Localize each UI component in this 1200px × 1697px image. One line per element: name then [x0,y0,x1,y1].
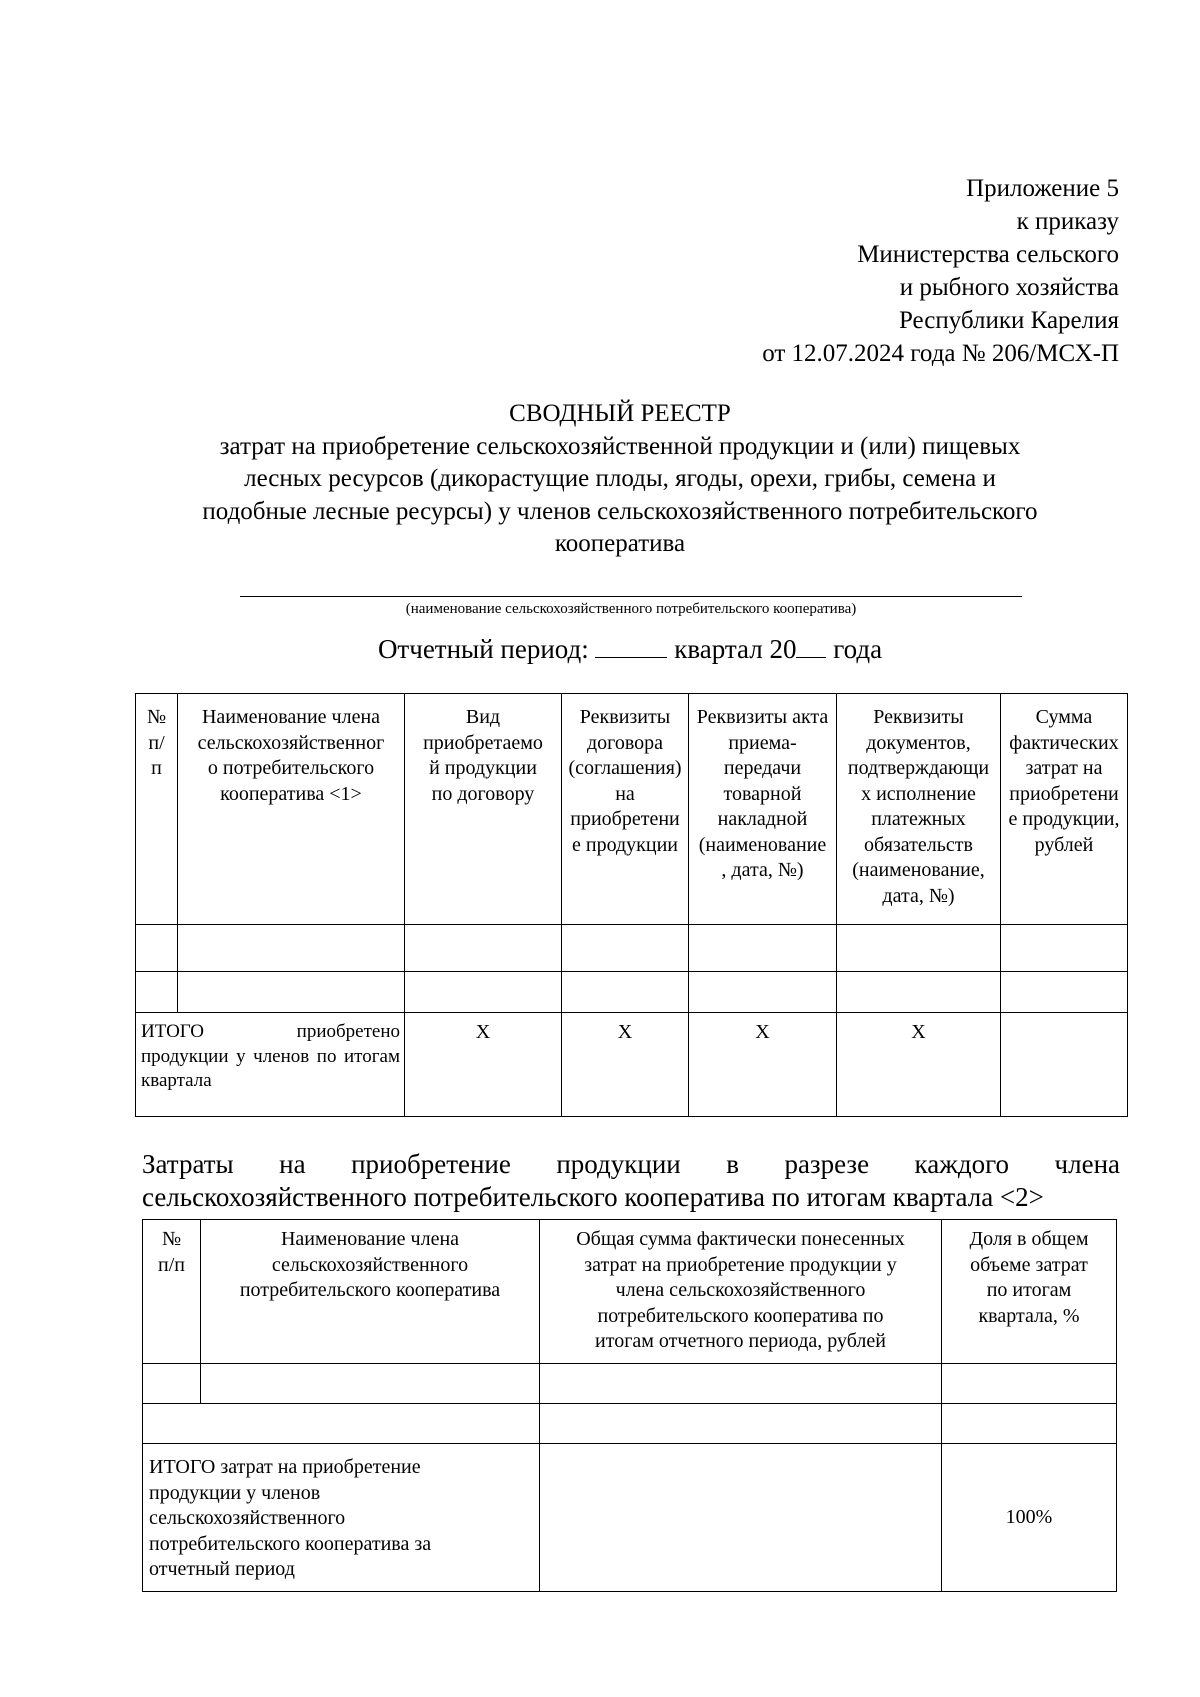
registry-table [135,693,1128,1117]
registry-total-row [136,1013,1128,1117]
table-cell [143,1404,540,1444]
title-subtitle-line: лесных ресурсов (дикорастущие плоды, ягоды, орехи, грибы, семена и [244,465,996,492]
section2-line: Затраты на приобретение продукции в разрезе каждого члена [142,1149,1120,1179]
section2-line: сельскохозяйственного потребительского кооператива по итогам квартала <2> [142,1182,1044,1212]
period-suffix: года [833,634,883,664]
table-cell [689,925,837,972]
table-cell [562,925,689,972]
total-percent: 100% [942,1444,1117,1592]
table-cell [1001,972,1128,1013]
header-actual-costs: Сумма фактических затрат на приобретени е продукции, рублей [1001,694,1128,925]
table-cell [540,1364,942,1404]
coop-name-blank-line [240,596,1022,597]
table-row [143,1364,1117,1404]
appendix-line: Министерства сельского [857,241,1119,268]
table-cell [136,972,178,1013]
table-row [136,925,1128,972]
title-subtitle-line: затрат на приобретение сельскохозяйственной продукции и (или) пищевых [219,432,1021,460]
header-total-costs: Общая сумма фактически понесенных затрат на приобретение продукции у члена сельскохозяйственного потребительского кооператива по итогам отчетного периода, рублей [540,1220,942,1364]
title-heading: СВОДНЫЙ РЕЕСТР [509,400,731,427]
table-cell [405,972,562,1013]
member-costs-table [142,1219,1117,1592]
period-prefix: Отчетный период: [377,634,589,664]
header-payment-documents: Реквизиты документов, подтверждающи х исполнение платежных обязательств (наименование, дата, №) [837,694,1001,925]
appendix-line: от 12.07.2024 года № 206/МСХ-П [762,340,1119,367]
header-contract-details: Реквизиты договора (соглашения) на приобретени е продукции [562,694,689,925]
total-mark: Х [405,1013,562,1117]
title-subtitle-line: подобные лесные ресурсы) у членов сельскохозяйственного потребительского [202,497,1038,525]
table-cell [942,1404,1117,1444]
table-cell [689,972,837,1013]
total-costs-sum-cell [540,1444,942,1592]
period-middle: квартал 20 [674,634,797,664]
appendix-line: к приказу [1016,208,1119,235]
appendix-header [762,172,1119,370]
document-title [130,398,1110,561]
table-cell [540,1404,942,1444]
table-cell [837,972,1001,1013]
table-cell [837,925,1001,972]
table-cell [178,925,405,972]
table-row [136,972,1128,1013]
header-member-name: Наименование члена сельскохозяйственного потребительского кооператива [201,1220,540,1364]
member-costs-header-row [143,1220,1117,1364]
coop-name-caption: (наименование сельскохозяйственного потребительского кооператива) [405,601,857,617]
quarter-blank [595,633,667,658]
section2-heading [142,1148,1120,1214]
table-row [143,1404,1117,1444]
table-cell [1001,925,1128,972]
year-blank [796,633,826,658]
total-mark: Х [562,1013,689,1117]
header-product-type: Вид приобретаемо й продукции по договору [405,694,562,925]
appendix-line: Республики Карелия [898,307,1119,334]
total-acquired-label: ИТОГО приобретено продукции у членов по итогам квартала [136,1013,405,1117]
table-cell [562,972,689,1013]
header-acceptance-act: Реквизиты акта приема- передачи товарной накладной (наименование , дата, №) [689,694,837,925]
header-member-name: Наименование члена сельскохозяйственног о потребительского кооператива <1> [178,694,405,925]
total-mark: Х [837,1013,1001,1117]
appendix-line: Приложение 5 [966,175,1119,202]
header-number: № п/ п [136,694,178,925]
table-cell [942,1364,1117,1404]
table-cell [143,1364,201,1404]
title-subtitle-line: кооператива [554,530,686,557]
total-sum-cell [1001,1013,1128,1117]
table-cell [201,1364,540,1404]
header-share: Доля в общем объеме затрат по итогам квартала, % [942,1220,1117,1364]
appendix-line: и рыбного хозяйства [899,274,1119,301]
registry-header-row [136,694,1128,925]
total-mark: Х [689,1013,837,1117]
header-number: № п/п [143,1220,201,1364]
total-costs-label: ИТОГО затрат на приобретение продукции у членов сельскохозяйственного потребительского кооператива за отчетный период [143,1444,540,1592]
table-cell [405,925,562,972]
member-costs-total-row [143,1444,1117,1592]
table-cell [136,925,178,972]
table-cell [178,972,405,1013]
reporting-period [120,632,1140,666]
